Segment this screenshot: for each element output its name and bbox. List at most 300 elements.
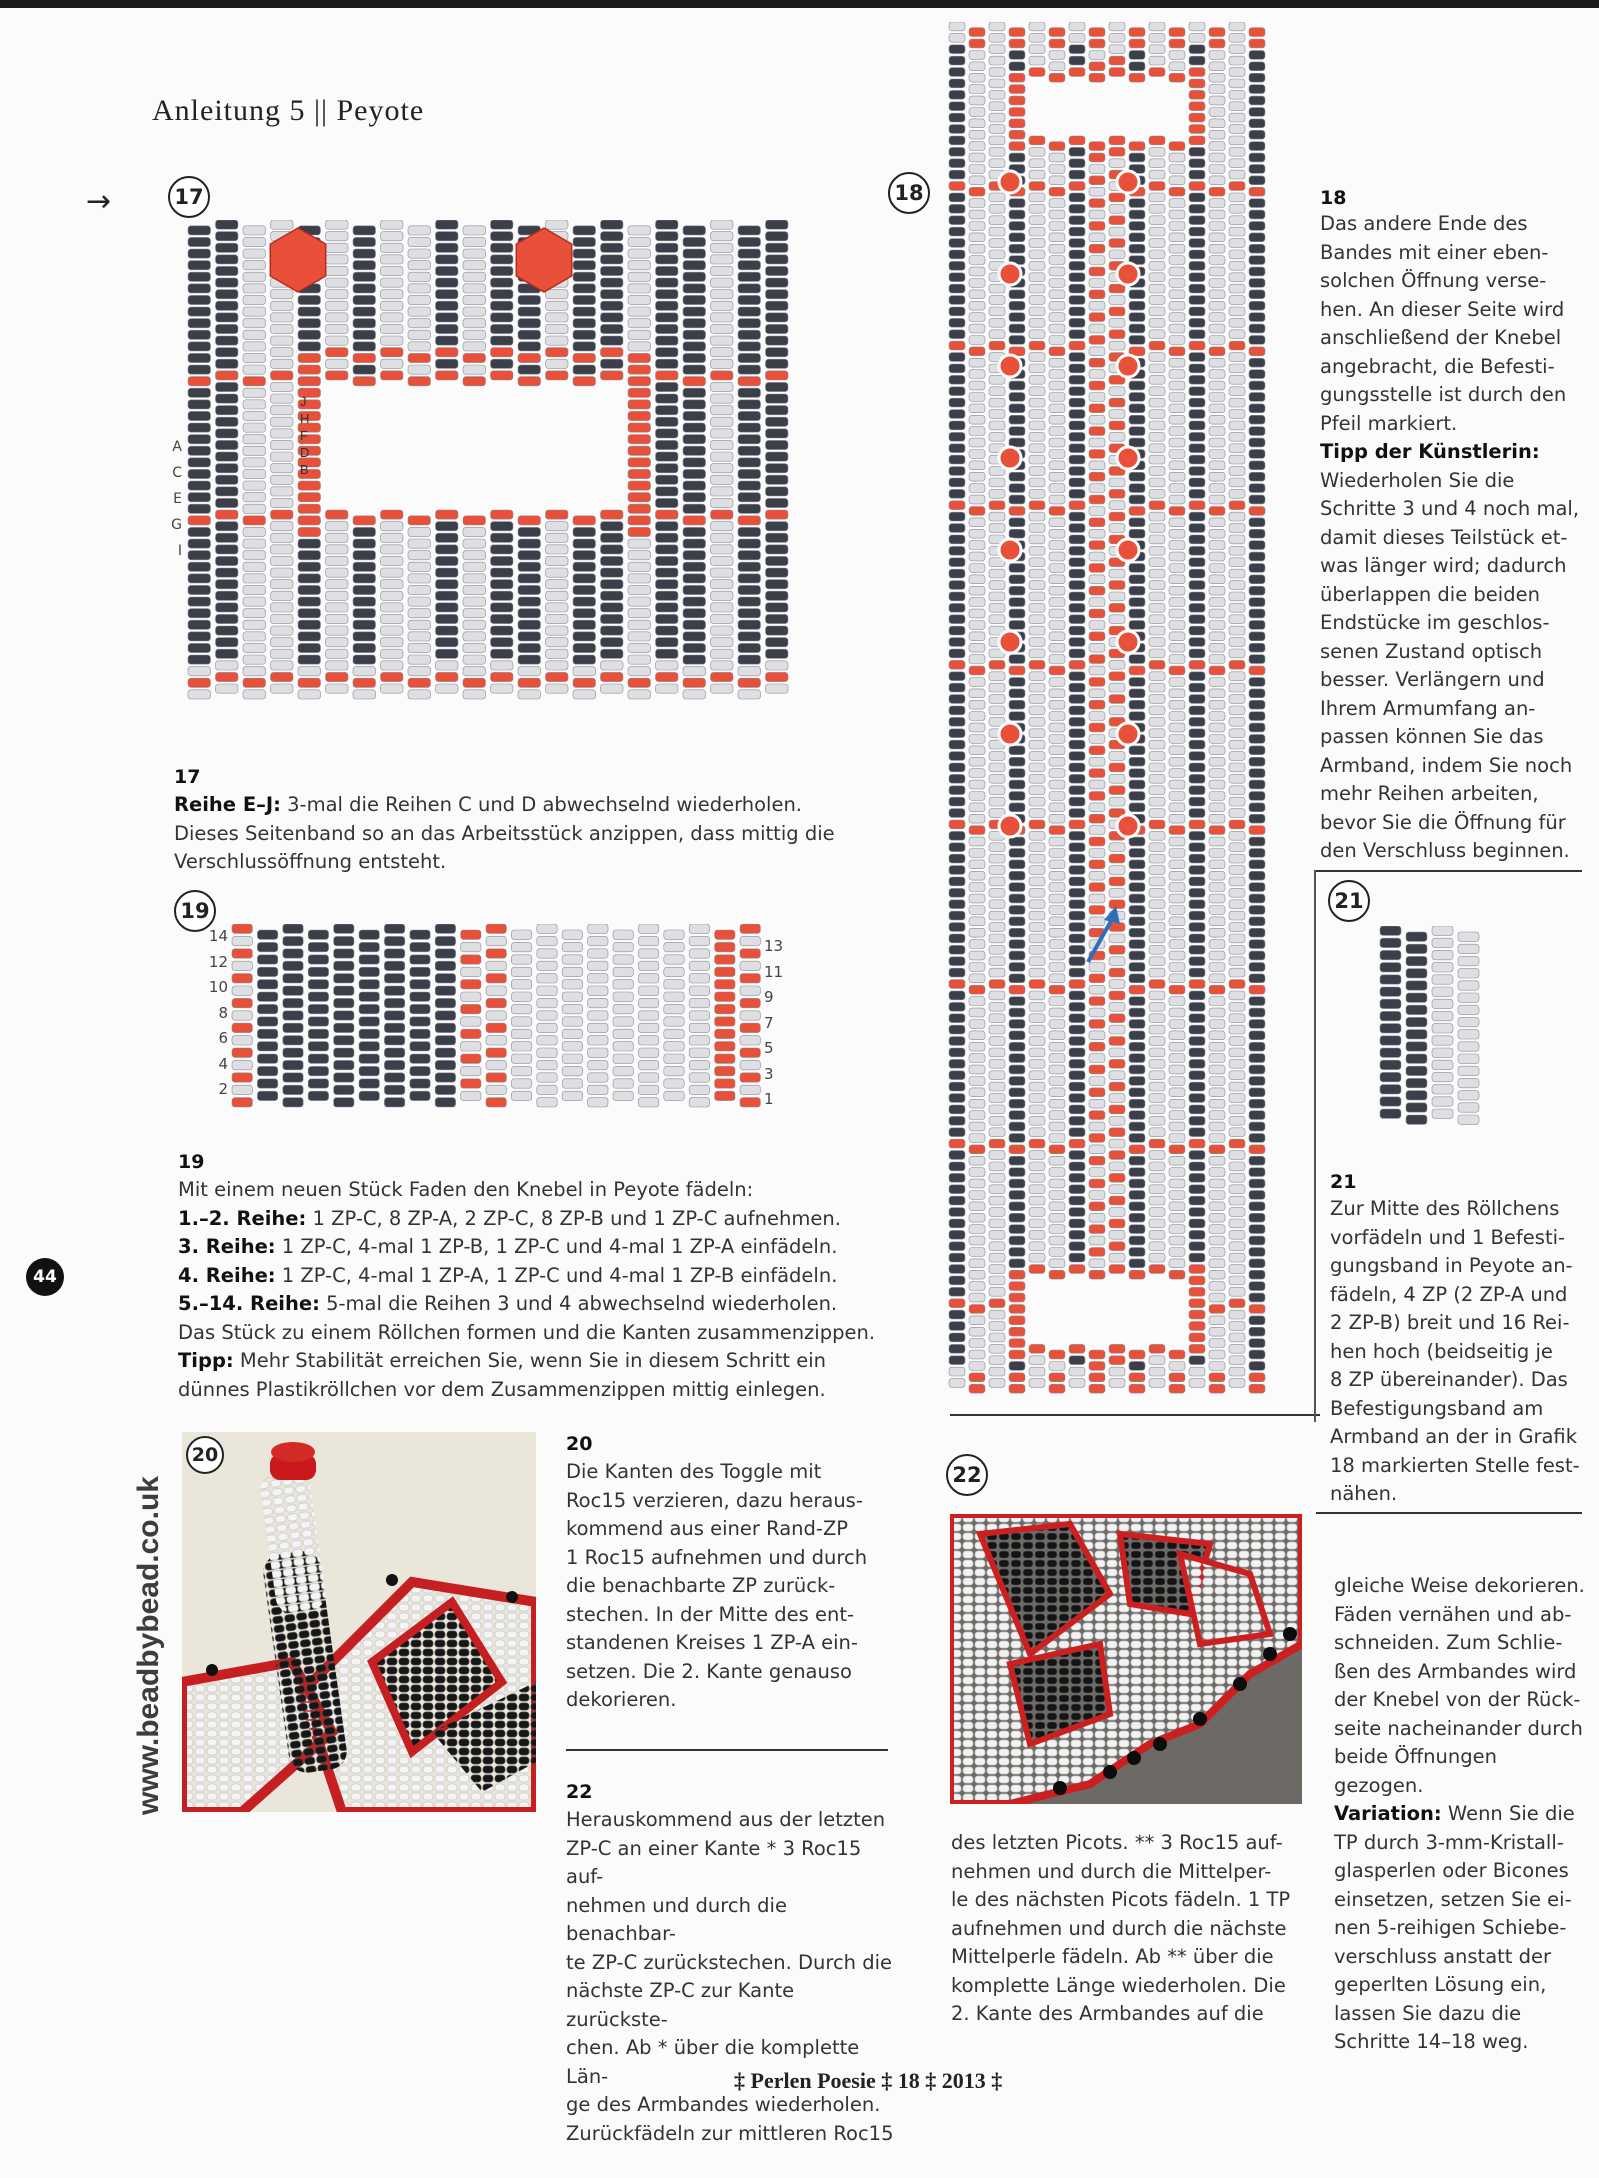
bead: [271, 324, 294, 333]
bead: [1169, 1099, 1185, 1108]
bead: [1049, 187, 1065, 196]
bead: [989, 581, 1005, 590]
bead: [1109, 1116, 1125, 1125]
bead: [1029, 945, 1045, 954]
bead: [738, 284, 761, 293]
step-17-circle: 17: [168, 176, 210, 218]
bead: [1049, 1236, 1065, 1245]
bead: [1189, 489, 1205, 498]
step-19-text: [178, 1176, 878, 1404]
bead: [766, 510, 789, 519]
bead: [969, 928, 985, 937]
divider: [1316, 870, 1582, 872]
bead: [518, 295, 541, 304]
bead: [969, 279, 985, 288]
bead: [989, 375, 1005, 384]
bead: [949, 467, 965, 476]
bead: [1029, 991, 1045, 1000]
bead: [381, 638, 404, 647]
bead: [232, 961, 252, 970]
bead: [1169, 814, 1185, 823]
row-number: 13: [764, 937, 784, 955]
bead: [461, 1091, 481, 1100]
bead: [949, 261, 965, 270]
bead: [1069, 626, 1085, 635]
bead: [1189, 1208, 1205, 1217]
bead: [1069, 1105, 1085, 1114]
bead: [1229, 945, 1245, 954]
bead: [1029, 250, 1045, 259]
bead: [518, 342, 541, 351]
text-line: verschluss anstatt der: [1334, 1944, 1552, 1968]
text-line: passen können Sie das: [1320, 725, 1544, 748]
bead: [1089, 28, 1105, 37]
bead: [298, 342, 321, 351]
bead: [1458, 1115, 1479, 1124]
bead: [271, 371, 294, 380]
bead: [949, 1310, 965, 1319]
row-number: 11: [764, 962, 784, 981]
bead: [243, 400, 266, 409]
bead: [1149, 546, 1165, 555]
bead: [1049, 1111, 1065, 1120]
bead: [1049, 370, 1065, 379]
bead: [1169, 165, 1185, 174]
bead: [683, 643, 706, 652]
bead: [1169, 1191, 1185, 1200]
bead: [1069, 660, 1085, 669]
bead: [1209, 723, 1225, 732]
row-letter: I: [177, 543, 182, 559]
bead: [1209, 28, 1225, 37]
bead: [1209, 1202, 1225, 1211]
bead: [683, 411, 706, 420]
bead: [1229, 1196, 1245, 1205]
bead: [949, 581, 965, 590]
bead: [1029, 615, 1045, 624]
bead: [1129, 1350, 1145, 1359]
bead: [537, 1060, 557, 1069]
bead: [435, 986, 455, 995]
bead: [1029, 809, 1045, 818]
bead: [1229, 22, 1245, 31]
bead: [1189, 615, 1205, 624]
bead: [1229, 1287, 1245, 1296]
bead: [1089, 769, 1105, 778]
bead: [1249, 1282, 1265, 1291]
bead: [683, 400, 706, 409]
bead: [1069, 603, 1085, 612]
bead: [1029, 740, 1045, 749]
bead: [1129, 1077, 1145, 1086]
bead: [188, 284, 211, 293]
bead: [1009, 598, 1025, 607]
bead: [486, 1036, 506, 1045]
bead: [1249, 222, 1265, 231]
bead: [1049, 1088, 1065, 1097]
bead: [1189, 1002, 1205, 1011]
bead: [1049, 529, 1065, 538]
bead: [1069, 569, 1085, 578]
bead: [188, 377, 211, 386]
bead: [628, 632, 651, 641]
bead: [1229, 1367, 1245, 1376]
bead: [969, 1168, 985, 1177]
bead: [969, 290, 985, 299]
bead: [1029, 592, 1045, 601]
bead: [683, 493, 706, 502]
bead: [969, 119, 985, 128]
bead: [766, 440, 789, 449]
bead: [463, 319, 486, 328]
bead: [949, 626, 965, 635]
bead: [1229, 284, 1245, 293]
bead: [969, 495, 985, 504]
bead: [1109, 250, 1125, 259]
bead: [381, 661, 404, 670]
bead: [1249, 153, 1265, 162]
accent-bead: [1117, 447, 1139, 469]
bead: [1049, 450, 1065, 459]
bead: [573, 342, 596, 351]
bead: [766, 220, 789, 229]
bead: [969, 849, 985, 858]
bead: [298, 353, 321, 362]
bead: [1029, 261, 1045, 270]
bead: [766, 533, 789, 542]
bead: [1129, 985, 1145, 994]
bead: [1089, 51, 1105, 60]
bead: [1129, 1236, 1145, 1245]
bead: [1432, 1036, 1453, 1045]
bead: [1189, 1219, 1205, 1228]
bead: [1249, 1350, 1265, 1359]
bead: [949, 478, 965, 487]
bead: [949, 204, 965, 213]
bead: [1229, 1128, 1245, 1137]
bead: [216, 406, 239, 415]
bead: [1109, 147, 1125, 156]
bead: [949, 1094, 965, 1103]
bead: [1209, 404, 1225, 413]
bead: [511, 967, 531, 976]
bead: [656, 359, 679, 368]
bead: [1149, 638, 1165, 647]
bead: [1169, 655, 1185, 664]
bead: [308, 980, 328, 989]
bead: [949, 1219, 965, 1228]
bead: [683, 690, 706, 699]
bead: [1109, 1105, 1125, 1114]
bead: [969, 518, 985, 527]
bead: [1209, 997, 1225, 1006]
text-line: Ihrem Armumfang an-: [1320, 696, 1536, 720]
bead: [537, 949, 557, 958]
bead: [232, 1060, 252, 1069]
bead: [1189, 204, 1205, 213]
bead: [1406, 932, 1427, 941]
bead: [949, 1287, 965, 1296]
bead: [683, 667, 706, 676]
bead: [1009, 1088, 1025, 1097]
bead: [1209, 792, 1225, 801]
bead: [989, 33, 1005, 42]
bead: [1209, 130, 1225, 139]
bead: [1189, 991, 1205, 1000]
bead: [1129, 1065, 1145, 1074]
bead: [1069, 22, 1085, 31]
bead: [656, 417, 679, 426]
bead: [1249, 746, 1265, 755]
bead: [989, 968, 1005, 977]
bead: [969, 108, 985, 117]
bead: [1029, 432, 1045, 441]
bead: [1069, 1242, 1085, 1251]
bead: [1009, 142, 1025, 151]
bead: [353, 226, 376, 235]
bead: [1249, 1305, 1265, 1314]
bead: [188, 388, 211, 397]
bead: [1089, 586, 1105, 595]
bead: [1129, 894, 1145, 903]
bead: [1189, 353, 1205, 362]
bead: [740, 1060, 760, 1069]
bead: [1069, 581, 1085, 590]
bead: [1089, 1065, 1105, 1074]
bead: [683, 307, 706, 316]
bead: [1406, 1005, 1427, 1014]
bead: [243, 632, 266, 641]
bead: [1229, 980, 1245, 989]
bead: [1069, 1185, 1085, 1194]
bead: [232, 998, 252, 1007]
bead: [1169, 757, 1185, 766]
bead: [738, 620, 761, 629]
bead: [491, 638, 514, 647]
bead: [353, 539, 376, 548]
bead: [1049, 803, 1065, 812]
bead: [271, 533, 294, 542]
bead: [326, 626, 349, 635]
bead: [949, 410, 965, 419]
bead: [463, 539, 486, 548]
bead: [334, 1011, 354, 1020]
bead: [969, 1145, 985, 1154]
bead: [188, 226, 211, 235]
bead: [1149, 296, 1165, 305]
bead: [1029, 717, 1045, 726]
bead: [601, 649, 624, 658]
bead: [381, 614, 404, 623]
bead: [601, 522, 624, 531]
bead: [1009, 928, 1025, 937]
bead: [1089, 632, 1105, 641]
bead: [989, 307, 1005, 316]
bead: [1149, 159, 1165, 168]
bead: [408, 261, 431, 270]
bead: [435, 974, 455, 983]
bead: [1029, 900, 1045, 909]
bead: [949, 296, 965, 305]
bead: [711, 324, 734, 333]
bead: [1209, 917, 1225, 926]
bead: [573, 261, 596, 270]
bead: [1069, 980, 1085, 989]
bead: [711, 348, 734, 357]
bead: [1049, 233, 1065, 242]
bead: [601, 371, 624, 380]
bead: [1089, 313, 1105, 322]
bead: [1406, 981, 1427, 990]
bead: [1089, 142, 1105, 151]
bead: [1229, 182, 1245, 191]
bead: [1129, 62, 1145, 71]
bead: [1149, 797, 1165, 806]
bead: [1009, 324, 1025, 333]
bead: [740, 949, 760, 958]
bead: [1009, 507, 1025, 516]
bead: [1029, 524, 1045, 533]
bead: [969, 837, 985, 846]
bead: [1458, 1103, 1479, 1112]
bead: [738, 237, 761, 246]
bead: [1209, 39, 1225, 48]
bead: [1149, 307, 1165, 316]
bead: [613, 980, 633, 989]
bead: [969, 1327, 985, 1336]
bead: [546, 672, 569, 681]
bead: [1009, 985, 1025, 994]
bead: [738, 527, 761, 536]
bead: [1069, 1082, 1085, 1091]
bead: [711, 313, 734, 322]
bead: [1069, 649, 1085, 658]
bead: [1406, 1017, 1427, 1026]
bead: [949, 1082, 965, 1091]
bead: [1209, 1122, 1225, 1131]
bead: [1069, 330, 1085, 339]
bead: [1009, 564, 1025, 573]
bead: [232, 1073, 252, 1082]
bead: [1380, 1097, 1401, 1106]
bead: [1209, 1099, 1225, 1108]
bead: [1189, 273, 1205, 282]
bead: [601, 603, 624, 612]
bead: [1458, 993, 1479, 1002]
bead: [461, 980, 481, 989]
bead: [1129, 1054, 1145, 1063]
bead: [243, 574, 266, 583]
bead: [766, 591, 789, 600]
bead: [683, 423, 706, 432]
bead: [1029, 763, 1045, 772]
bead: [1169, 233, 1185, 242]
bead: [683, 365, 706, 374]
bead: [243, 446, 266, 455]
bead: [283, 986, 303, 995]
bead: [408, 539, 431, 548]
bead: [271, 475, 294, 484]
bead: [518, 678, 541, 687]
text-line: gungsband in Peyote an-: [1330, 1254, 1573, 1277]
bead: [1189, 90, 1205, 99]
bead: [1129, 598, 1145, 607]
bead: [1129, 1259, 1145, 1268]
bead: [463, 226, 486, 235]
step-22-number: 22: [566, 1781, 593, 1803]
bead: [601, 220, 624, 229]
bead: [949, 911, 965, 920]
bead: [1069, 752, 1085, 761]
bead: [1149, 273, 1165, 282]
bead: [326, 638, 349, 647]
bead: [949, 945, 965, 954]
bead: [1069, 524, 1085, 533]
bead: [1129, 655, 1145, 664]
bead: [949, 398, 965, 407]
bead: [1069, 68, 1085, 77]
bead: [949, 33, 965, 42]
bead: [1049, 313, 1065, 322]
bead: [1089, 404, 1105, 413]
bead: [1009, 529, 1025, 538]
bead: [216, 452, 239, 461]
bead: [1189, 1082, 1205, 1091]
bead: [638, 936, 658, 945]
bead: [638, 924, 658, 933]
bead: [216, 313, 239, 322]
bead: [1029, 980, 1045, 989]
bead: [1049, 609, 1065, 618]
bead: [1029, 136, 1045, 145]
bead: [232, 1085, 252, 1094]
bead: [1129, 1270, 1145, 1279]
bead: [949, 1253, 965, 1262]
bead: [1049, 1077, 1065, 1086]
bead: [628, 516, 651, 525]
bead: [1209, 575, 1225, 584]
bead: [1069, 410, 1085, 419]
bead: [1029, 1139, 1045, 1148]
bead: [283, 974, 303, 983]
bead: [949, 888, 965, 897]
bead: [1209, 222, 1225, 231]
bead: [664, 1029, 684, 1038]
bead: [334, 1060, 354, 1069]
bead: [1129, 757, 1145, 766]
bead: [989, 136, 1005, 145]
bead: [989, 1230, 1005, 1239]
bead: [1209, 837, 1225, 846]
bead: [1089, 1270, 1105, 1279]
bead: [1129, 290, 1145, 299]
bead: [766, 406, 789, 415]
bead: [766, 661, 789, 670]
bead: [1129, 1099, 1145, 1108]
bead: [949, 569, 965, 578]
text-line: beide Öffnungen gezogen.: [1334, 1745, 1497, 1797]
bead: [326, 359, 349, 368]
bead: [1249, 393, 1265, 402]
bead: [353, 516, 376, 525]
bead: [1109, 752, 1125, 761]
bead: [463, 678, 486, 687]
bead: [1189, 261, 1205, 270]
bead: [1169, 244, 1185, 253]
bead: [1169, 1225, 1185, 1234]
bead: [1049, 244, 1065, 253]
bead: [216, 324, 239, 333]
